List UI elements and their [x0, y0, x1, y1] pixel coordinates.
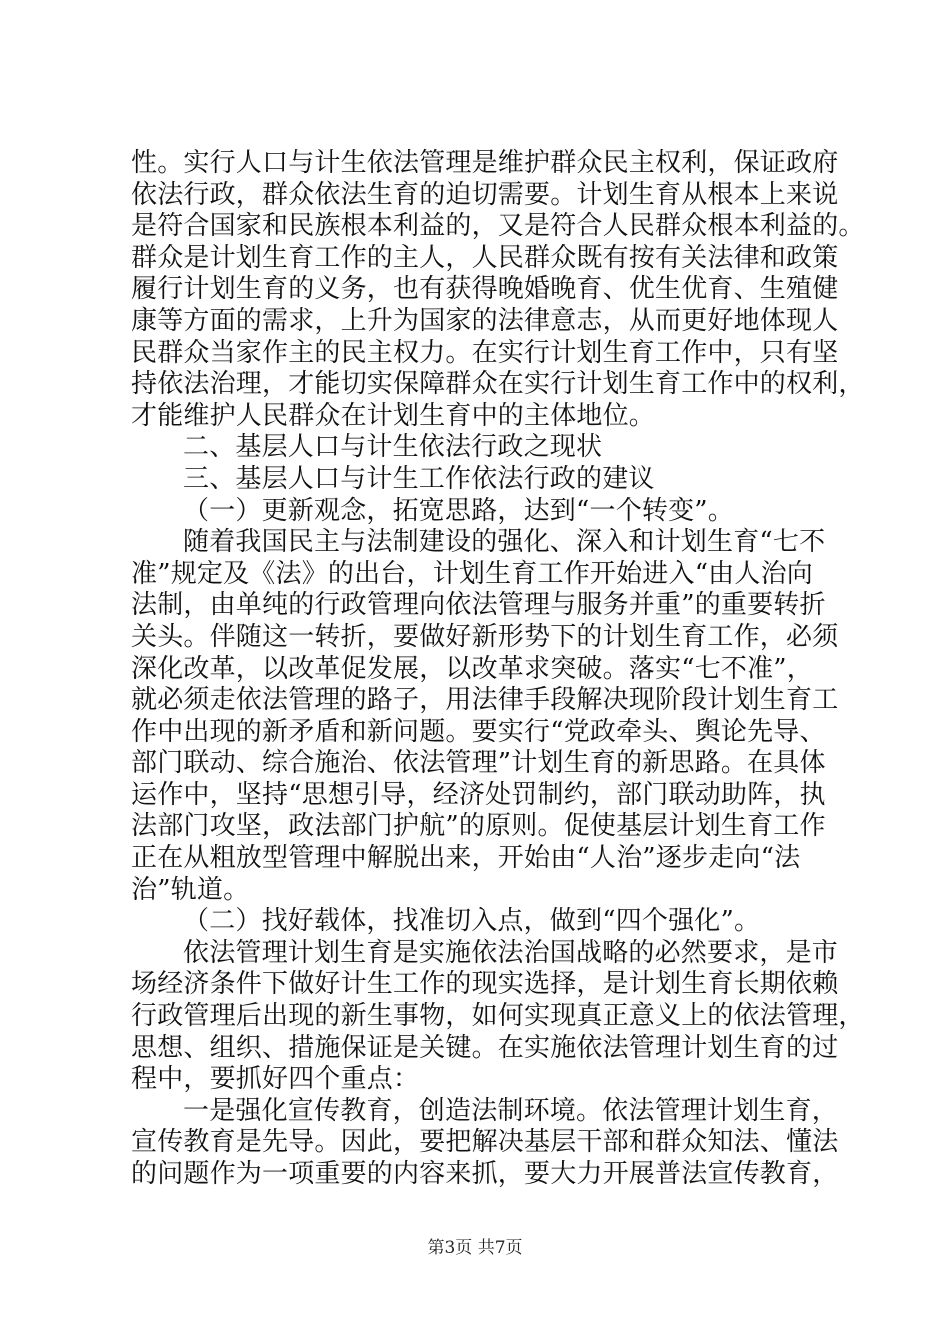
text-line: 履行计划生育的义务，也有获得晚婚晚育、优生优育、生殖健 [131, 274, 839, 305]
text-line: 二、基层人口与计生依法行政之现状 [183, 432, 603, 463]
text-line: 是符合国家和民族根本利益的，又是符合人民群众根本利益的。 [131, 211, 865, 242]
text-line: 深化改革，以改革促发展，以改革求突破。落实“七不准”， [131, 653, 813, 684]
text-line: 随着我国民主与法制建设的强化、深入和计划生育“七不 [183, 527, 826, 558]
text-line: 程中，要抓好四个重点： [131, 1064, 420, 1095]
text-line: 治”轨道。 [131, 874, 250, 905]
text-line: 准”规定及《法》的出台，计划生育工作开始进入“由人治向 [131, 558, 813, 589]
page-footer: 第3页 共7页 [427, 1238, 523, 1258]
text-line: 正在从粗放型管理中解脱出来，开始由“人治”逐步走向“法 [131, 843, 801, 874]
text-line: 一是强化宣传教育，创造法制环境。依法管理计划生育， [183, 1095, 839, 1126]
text-line: 思想、组织、措施保证是关键。在实施依法管理计划生育的过 [131, 1032, 839, 1063]
text-line: 持依法治理，才能切实保障群众在实行计划生育工作中的权利， [131, 369, 865, 400]
text-line: 部门联动、综合施治、依法管理”计划生育的新思路。在具体 [131, 748, 826, 779]
text-line: 场经济条件下做好计生工作的现实选择，是计划生育长期依赖 [131, 969, 839, 1000]
text-line: 法部门攻坚，政法部门护航”的原则。促使基层计划生育工作 [131, 811, 826, 842]
text-line: 性。实行人口与计生依法管理是维护群众民主权利，保证政府 [131, 148, 839, 178]
text-line: 依法行政，群众依法生育的迫切需要。计划生育从根本上来说 [131, 179, 839, 210]
text-line: 依法管理计划生育是实施依法治国战略的必然要求，是市 [183, 937, 839, 968]
text-line: 就必须走依法管理的路子，用法律手段解决现阶段计划生育工 [131, 685, 839, 716]
text-line: 三、基层人口与计生工作依法行政的建议 [183, 463, 655, 494]
text-line: 的问题作为一项重要的内容来抓，要大力开展普法宣传教育， [131, 1159, 839, 1189]
text-line: 行政管理后出现的新生事物，如何实现真正意义上的依法管理， [131, 1001, 865, 1032]
text-line: 关头。伴随这一转折，要做好新形势下的计划生育工作，必须 [131, 621, 839, 652]
text-line: （二）找好载体，找准切入点，做到“四个强化”。 [183, 906, 761, 937]
text-line: 运作中，坚持“思想引导，经济处罚制约，部门联动助阵，执 [131, 779, 826, 810]
text-line: 才能维护人民群众在计划生育中的主体地位。 [131, 400, 656, 431]
text-line: 法制，由单纯的行政管理向依法管理与服务并重”的重要转折 [131, 590, 826, 621]
text-line: 作中出现的新矛盾和新问题。要实行“党政牵头、舆论先导、 [131, 716, 826, 747]
text-line: 群众是计划生育工作的主人，人民群众既有按有关法律和政策 [131, 242, 839, 273]
document-body [131, 148, 865, 1191]
text-line: （一）更新观念，拓宽思路，达到“一个转变”。 [183, 495, 734, 526]
text-line: 民群众当家作主的民主权力。在实行计划生育工作中，只有坚 [131, 337, 839, 368]
text-line: 康等方面的需求，上升为国家的法律意志，从而更好地体现人 [131, 305, 839, 336]
text-line: 宣传教育是先导。因此，要把解决基层干部和群众知法、懂法 [131, 1127, 839, 1158]
